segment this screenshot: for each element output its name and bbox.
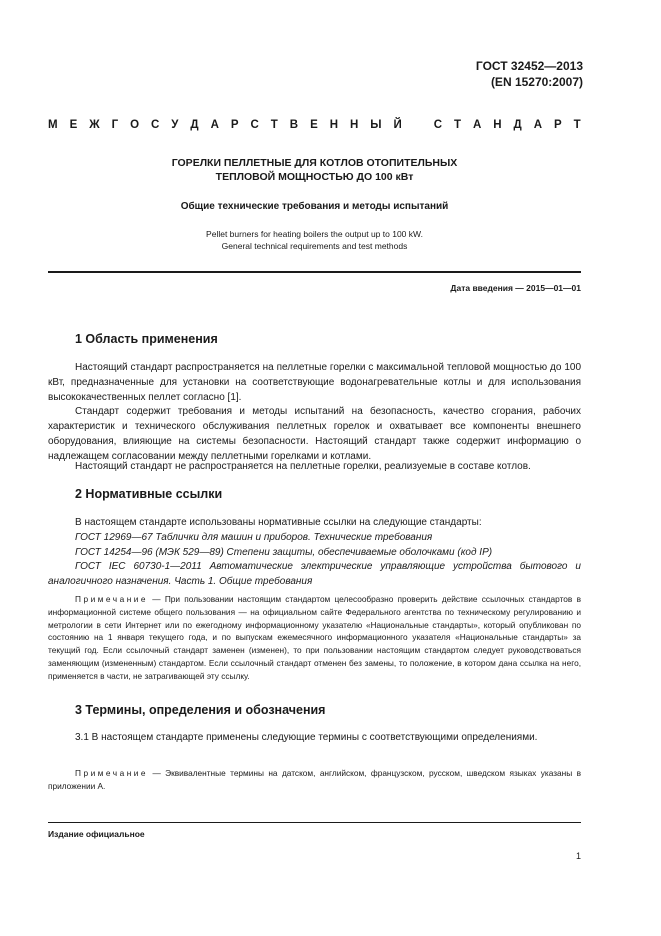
banner-letter: О	[130, 119, 140, 131]
section-2-note	[48, 593, 581, 683]
banner-gap	[414, 119, 422, 131]
introduction-date: Дата введения — 2015—01—01	[450, 283, 581, 293]
banner-letter: Д	[513, 119, 522, 131]
section-1-paragraph: Настоящий стандарт распространяется на пеллетные горелки с максимальной тепловой мощностью до 100 кВт, предназначенные для установки на соответствующие водонагревательные котлы и для использования высококачественных пеллет согласно [1].	[48, 362, 581, 403]
title-line-1: ГОРЕЛКИ ПЕЛЛЕТНЫЕ ДЛЯ КОТЛОВ ОТОПИТЕЛЬНЫХ	[171, 157, 458, 169]
banner-letter: С	[433, 119, 443, 131]
banner-letter: Т	[573, 119, 581, 131]
banner-letter: Д	[190, 119, 199, 131]
banner-letter: Й	[393, 119, 402, 131]
interstate-standard-banner	[48, 119, 581, 131]
section-2-paragraph: В настоящем стандарте использованы нормативные ссылки на следующие стандарты:	[75, 517, 482, 528]
section-3-paragraph: 3.1 В настоящем стандарте применены следующие термины с соответствующими определениями.	[75, 732, 538, 743]
banner-letter: С	[151, 119, 160, 131]
section-3-note	[48, 767, 581, 793]
english-title-line-2: General technical requirements and test methods	[221, 241, 408, 251]
banner-letter: Т	[453, 119, 462, 131]
banner-letter: Е	[310, 119, 318, 131]
section-1-paragraph: Настоящий стандарт не распространяется на пеллетные горелки, реализуемые в составе котлов.	[75, 461, 531, 472]
note-text: — При пользовании настоящим стандартом целесообразно проверить действие ссылочных стандартов в информационной системе общего пользования — на официальном сайте Федерального агентства по техническому регулированию и метрологии в сети Интернет или по ежегодному информационному указателю «Национальные стандарты», который опубликован по состоянию на 1 января текущего года, и по выпускам ежемесячного информационного указателя «Национальные стандарты» за текущий год. Если ссылочный стандарт заменен (изменен), то при пользовании настоящим стандартом следует руководствоваться заменяющим (измененным) стандартом. Если ссылочный стандарт отменен без замены, то положение, в котором дана ссылка на него, применяется в части, не затрагивающей эту ссылку.	[48, 594, 581, 681]
banner-letter: А	[533, 119, 543, 131]
banner-letter: Ы	[370, 119, 382, 131]
banner-letter: А	[210, 119, 219, 131]
banner-letter: Р	[554, 119, 562, 131]
banner-letter: У	[171, 119, 179, 131]
banner-letter: Н	[493, 119, 502, 131]
banner-letter: С	[250, 119, 259, 131]
english-title-line-1: Pellet burners for heating boilers the output up to 100 kW.	[206, 229, 423, 239]
footer-divider	[48, 822, 581, 823]
section-2-heading: 2 Нормативные ссылки	[75, 487, 223, 501]
standard-en-equivalent: (EN 15270:2007)	[490, 75, 583, 89]
document-subtitle: Общие технические требования и методы испытаний	[180, 201, 449, 212]
normative-reference: ГОСТ 12969—67 Таблички для машин и приборов. Технические требования	[75, 532, 433, 543]
title-divider	[48, 271, 581, 273]
note-text: — Эквивалентные термины на датском, английском, французском, русском, шведском языках указаны в приложении А.	[48, 768, 581, 791]
note-label: Примечание	[75, 768, 149, 778]
title-line-2: ТЕПЛОВОЙ МОЩНОСТЬЮ ДО 100 кВт	[215, 171, 414, 183]
page-number: 1	[575, 851, 581, 861]
banner-letter: В	[289, 119, 299, 131]
banner-letter: М	[48, 119, 58, 131]
note-label: Примечание	[75, 594, 149, 604]
banner-letter: Ж	[89, 119, 100, 131]
banner-letter: Т	[270, 119, 278, 131]
section-3-heading: 3 Термины, определения и обозначения	[75, 703, 326, 717]
banner-letter: Н	[329, 119, 339, 131]
official-edition-label: Издание официальное	[48, 829, 145, 839]
banner-letter: Р	[230, 119, 239, 131]
banner-letter: А	[472, 119, 482, 131]
normative-reference: ГОСТ 14254—96 (МЭК 529—89) Степени защиты, обеспечиваемые оболочками (код IP)	[75, 547, 493, 558]
banner-letter: Е	[69, 119, 78, 131]
section-1-paragraph: Стандарт содержит требования и методы испытаний на безопасность, качество сгорания, рабочих характеристик и технического обслуживания пеллетных горелок и охватывает все компоненты внешнего оборудования, влияющие на системы безопасности. Настоящий стандарт также содержит информацию о надлежащем согласовании между пеллетными горелками и котлами.	[48, 406, 581, 462]
section-1-heading: 1 Область применения	[75, 332, 218, 346]
normative-reference: ГОСТ IEC 60730-1—2011 Автоматические электрические управляющие устройства бытового и аналогичного назначения. Часть 1. Общие требования	[48, 561, 581, 587]
banner-letter: Н	[349, 119, 359, 131]
banner-letter: Г	[111, 119, 119, 131]
standard-id: ГОСТ 32452—2013	[475, 59, 583, 73]
